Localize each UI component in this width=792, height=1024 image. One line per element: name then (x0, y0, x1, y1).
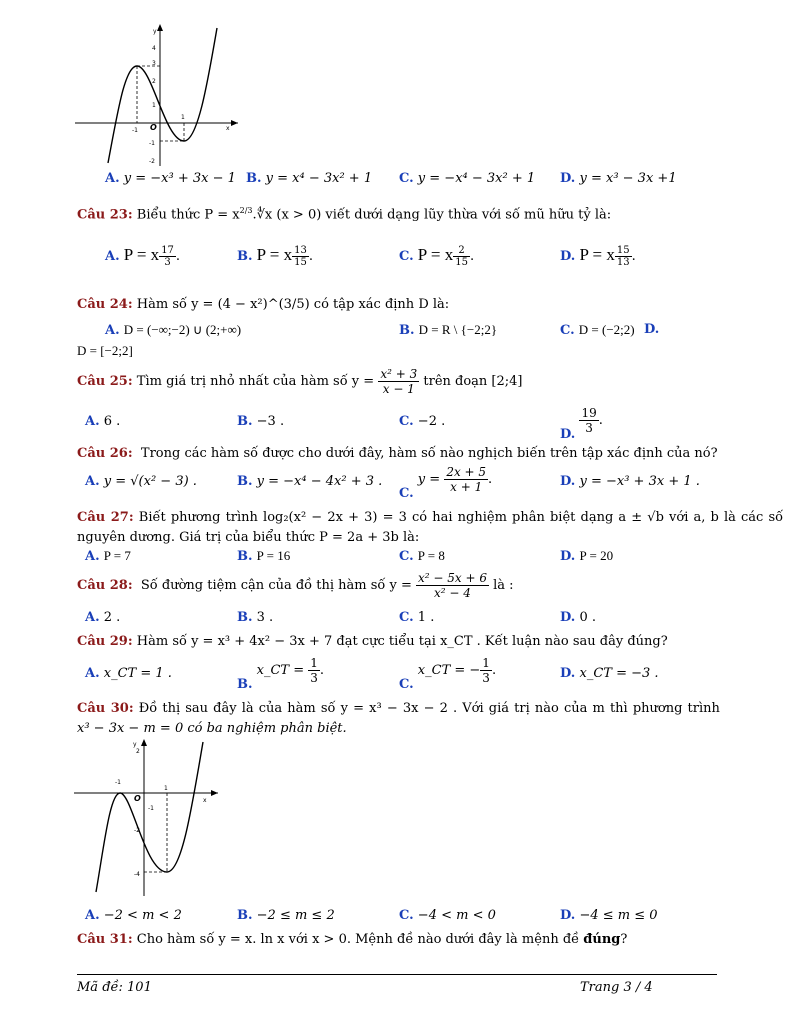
q29-option-d[interactable]: D. x_CT = −3 . (560, 666, 659, 681)
svg-text:4: 4 (152, 45, 156, 52)
q23-option-a[interactable]: A. P = x $\frac{17}{3}$ . (105, 245, 181, 268)
q23-option-d[interactable]: D. P = x $\frac{15}{13}$ . (560, 245, 636, 268)
svg-text:-1: -1 (132, 127, 138, 134)
q27-option-c[interactable]: C. P = 8 (399, 548, 445, 564)
q23-option-b[interactable]: B. P = x $\frac{13}{15}$ . (237, 245, 313, 268)
q30-option-b[interactable]: B. −2 ≤ m ≤ 2 (237, 908, 335, 923)
q30-stem-line1: Câu 30: Đồ thị sau đây là của hàm số y = x³ − 3x − 2 . Với giá trị nào của m thì phương trình (77, 701, 720, 716)
q25-stem: Câu 25: Tìm giá trị nhỏ nhất của hàm số y = $\frac{\text{x² + 3}}{x - 1}$ trên đoạn [2;4] (77, 367, 523, 396)
q24-option-c[interactable]: C. D = (−2;2) (560, 322, 635, 338)
svg-text:-4: -4 (134, 871, 140, 878)
svg-text:1: 1 (164, 785, 168, 792)
svg-text:O: O (134, 794, 141, 803)
q27-option-a[interactable]: A. P = 7 (85, 548, 131, 564)
svg-text:1: 1 (152, 102, 156, 109)
q31-stem: Câu 31: Cho hàm số y = x. ln x với x > 0. Mệnh đề nào dưới đây là mệnh đề đúng? (77, 932, 628, 947)
cubic-curve (108, 28, 217, 163)
q22-option-a[interactable]: A. y = −x³ + 3x − 1 (105, 171, 236, 186)
q26-option-c[interactable]: C. y = $\frac{2x + 5}{x + 1}$ . (399, 465, 493, 501)
q25-option-a[interactable]: A. 6 . (85, 414, 121, 429)
q24-option-a[interactable]: A. D = (−∞;−2) ∪ (2;+∞) (105, 322, 242, 338)
q25-option-b[interactable]: B. −3 . (237, 414, 285, 429)
q26-option-b[interactable]: B. y = −x⁴ − 4x² + 3 . (237, 474, 383, 489)
q28-option-d[interactable]: D. 0 . (560, 610, 597, 625)
q30-option-c[interactable]: C. −4 < m < 0 (399, 908, 496, 923)
svg-text:x: x (203, 797, 207, 804)
q28-option-a[interactable]: A. 2 . (85, 610, 121, 625)
page-number: Trang 3 / 4 (580, 980, 653, 995)
svg-text:y: y (133, 741, 137, 748)
q22-option-d[interactable]: D. y = x³ − 3x +1 (560, 171, 677, 186)
q27-option-b[interactable]: B. P = 16 (237, 548, 291, 564)
svg-text:y: y (153, 28, 157, 35)
q26-option-a[interactable]: A. y = √(x² − 3) . (85, 474, 197, 489)
cubic-graph-2 (70, 736, 230, 898)
cubic-curve (96, 742, 203, 892)
q29-option-c[interactable]: C. x_CT = − $\frac{1}{3}$ . (399, 656, 497, 692)
svg-text:-2: -2 (134, 827, 140, 834)
q29-stem: Câu 29: Hàm số y = x³ + 4x² − 3x + 7 đạt cực tiểu tại x_CT . Kết luận nào sau đây đúng? (77, 634, 668, 649)
q27-stem-line1: Câu 27: Biết phương trình log₂(x² − 2x + 3) = 3 có hai nghiệm phân biệt dạng a ± √b với a, b là các số (77, 510, 784, 525)
q29-option-a[interactable]: A. x_CT = 1 . (85, 666, 172, 681)
q27-option-d[interactable]: D. P = 20 (560, 548, 614, 564)
exam-code: Mã đề: 101 (77, 980, 152, 995)
q28-option-c[interactable]: C. 1 . (399, 610, 435, 625)
q26-option-d[interactable]: D. y = −x³ + 3x + 1 . (560, 474, 700, 489)
q23-option-c[interactable]: C. P = x $\frac{2}{15}$ . (399, 245, 475, 268)
q28-stem: Câu 28: Số đường tiệm cận của đồ thị hàm số y = $\frac{\text{x² − 5x + 6}}{\text{x² − 4}}$ là : (77, 571, 514, 600)
svg-text:2: 2 (136, 748, 140, 755)
q24-option-d-label[interactable]: D. (644, 322, 660, 337)
q24-stem: Câu 24: Hàm số y = (4 − x²)^(3/5) có tập xác định D là: (77, 297, 450, 312)
q25-option-c[interactable]: C. −2 . (399, 414, 446, 429)
footer-divider (77, 974, 717, 975)
svg-text:O: O (150, 123, 157, 132)
svg-text:-1: -1 (148, 805, 154, 812)
svg-text:1: 1 (181, 114, 185, 121)
svg-text:-1: -1 (115, 779, 121, 786)
q29-option-b[interactable]: B. x_CT = $\frac{1}{3}$ . (237, 656, 325, 692)
cubic-graph-1 (70, 20, 240, 168)
q22-option-b[interactable]: B. y = x⁴ − 3x² + 1 (246, 171, 373, 186)
q23-stem: Câu 23: Biểu thức $P = x^{2/3}.∜x$ (x > 0) viết dưới dạng lũy thừa với số mũ hữu tỷ là: (77, 206, 612, 223)
svg-text:-2: -2 (149, 158, 155, 165)
q30-option-d[interactable]: D. −4 ≤ m ≤ 0 (560, 908, 658, 923)
q28-option-b[interactable]: B. 3 . (237, 610, 274, 625)
q22-option-c[interactable]: C. y = −x⁴ − 3x² + 1 (399, 171, 536, 186)
svg-text:3: 3 (152, 60, 156, 67)
q30-stem-line2: x³ − 3x − m = 0 có ba nghiệm phân biệt. (77, 721, 347, 736)
q26-stem: Câu 26: Trong các hàm số được cho dưới đây, hàm số nào nghịch biến trên tập xác định của nó? (77, 446, 718, 461)
q24-option-d-text: D = [−2;2] (77, 343, 133, 358)
q27-stem-line2: nguyên dương. Giá trị của biểu thức P = 2a + 3b là: (77, 530, 420, 545)
q24-option-b[interactable]: B. D = R \ {−2;2} (399, 322, 498, 338)
q25-option-d[interactable]: D. $\frac{19}{3}$ . (560, 406, 603, 442)
svg-text:-1: -1 (149, 140, 155, 147)
q30-option-a[interactable]: A. −2 < m < 2 (85, 908, 182, 923)
svg-text:2: 2 (152, 78, 156, 85)
svg-text:x: x (226, 125, 230, 132)
